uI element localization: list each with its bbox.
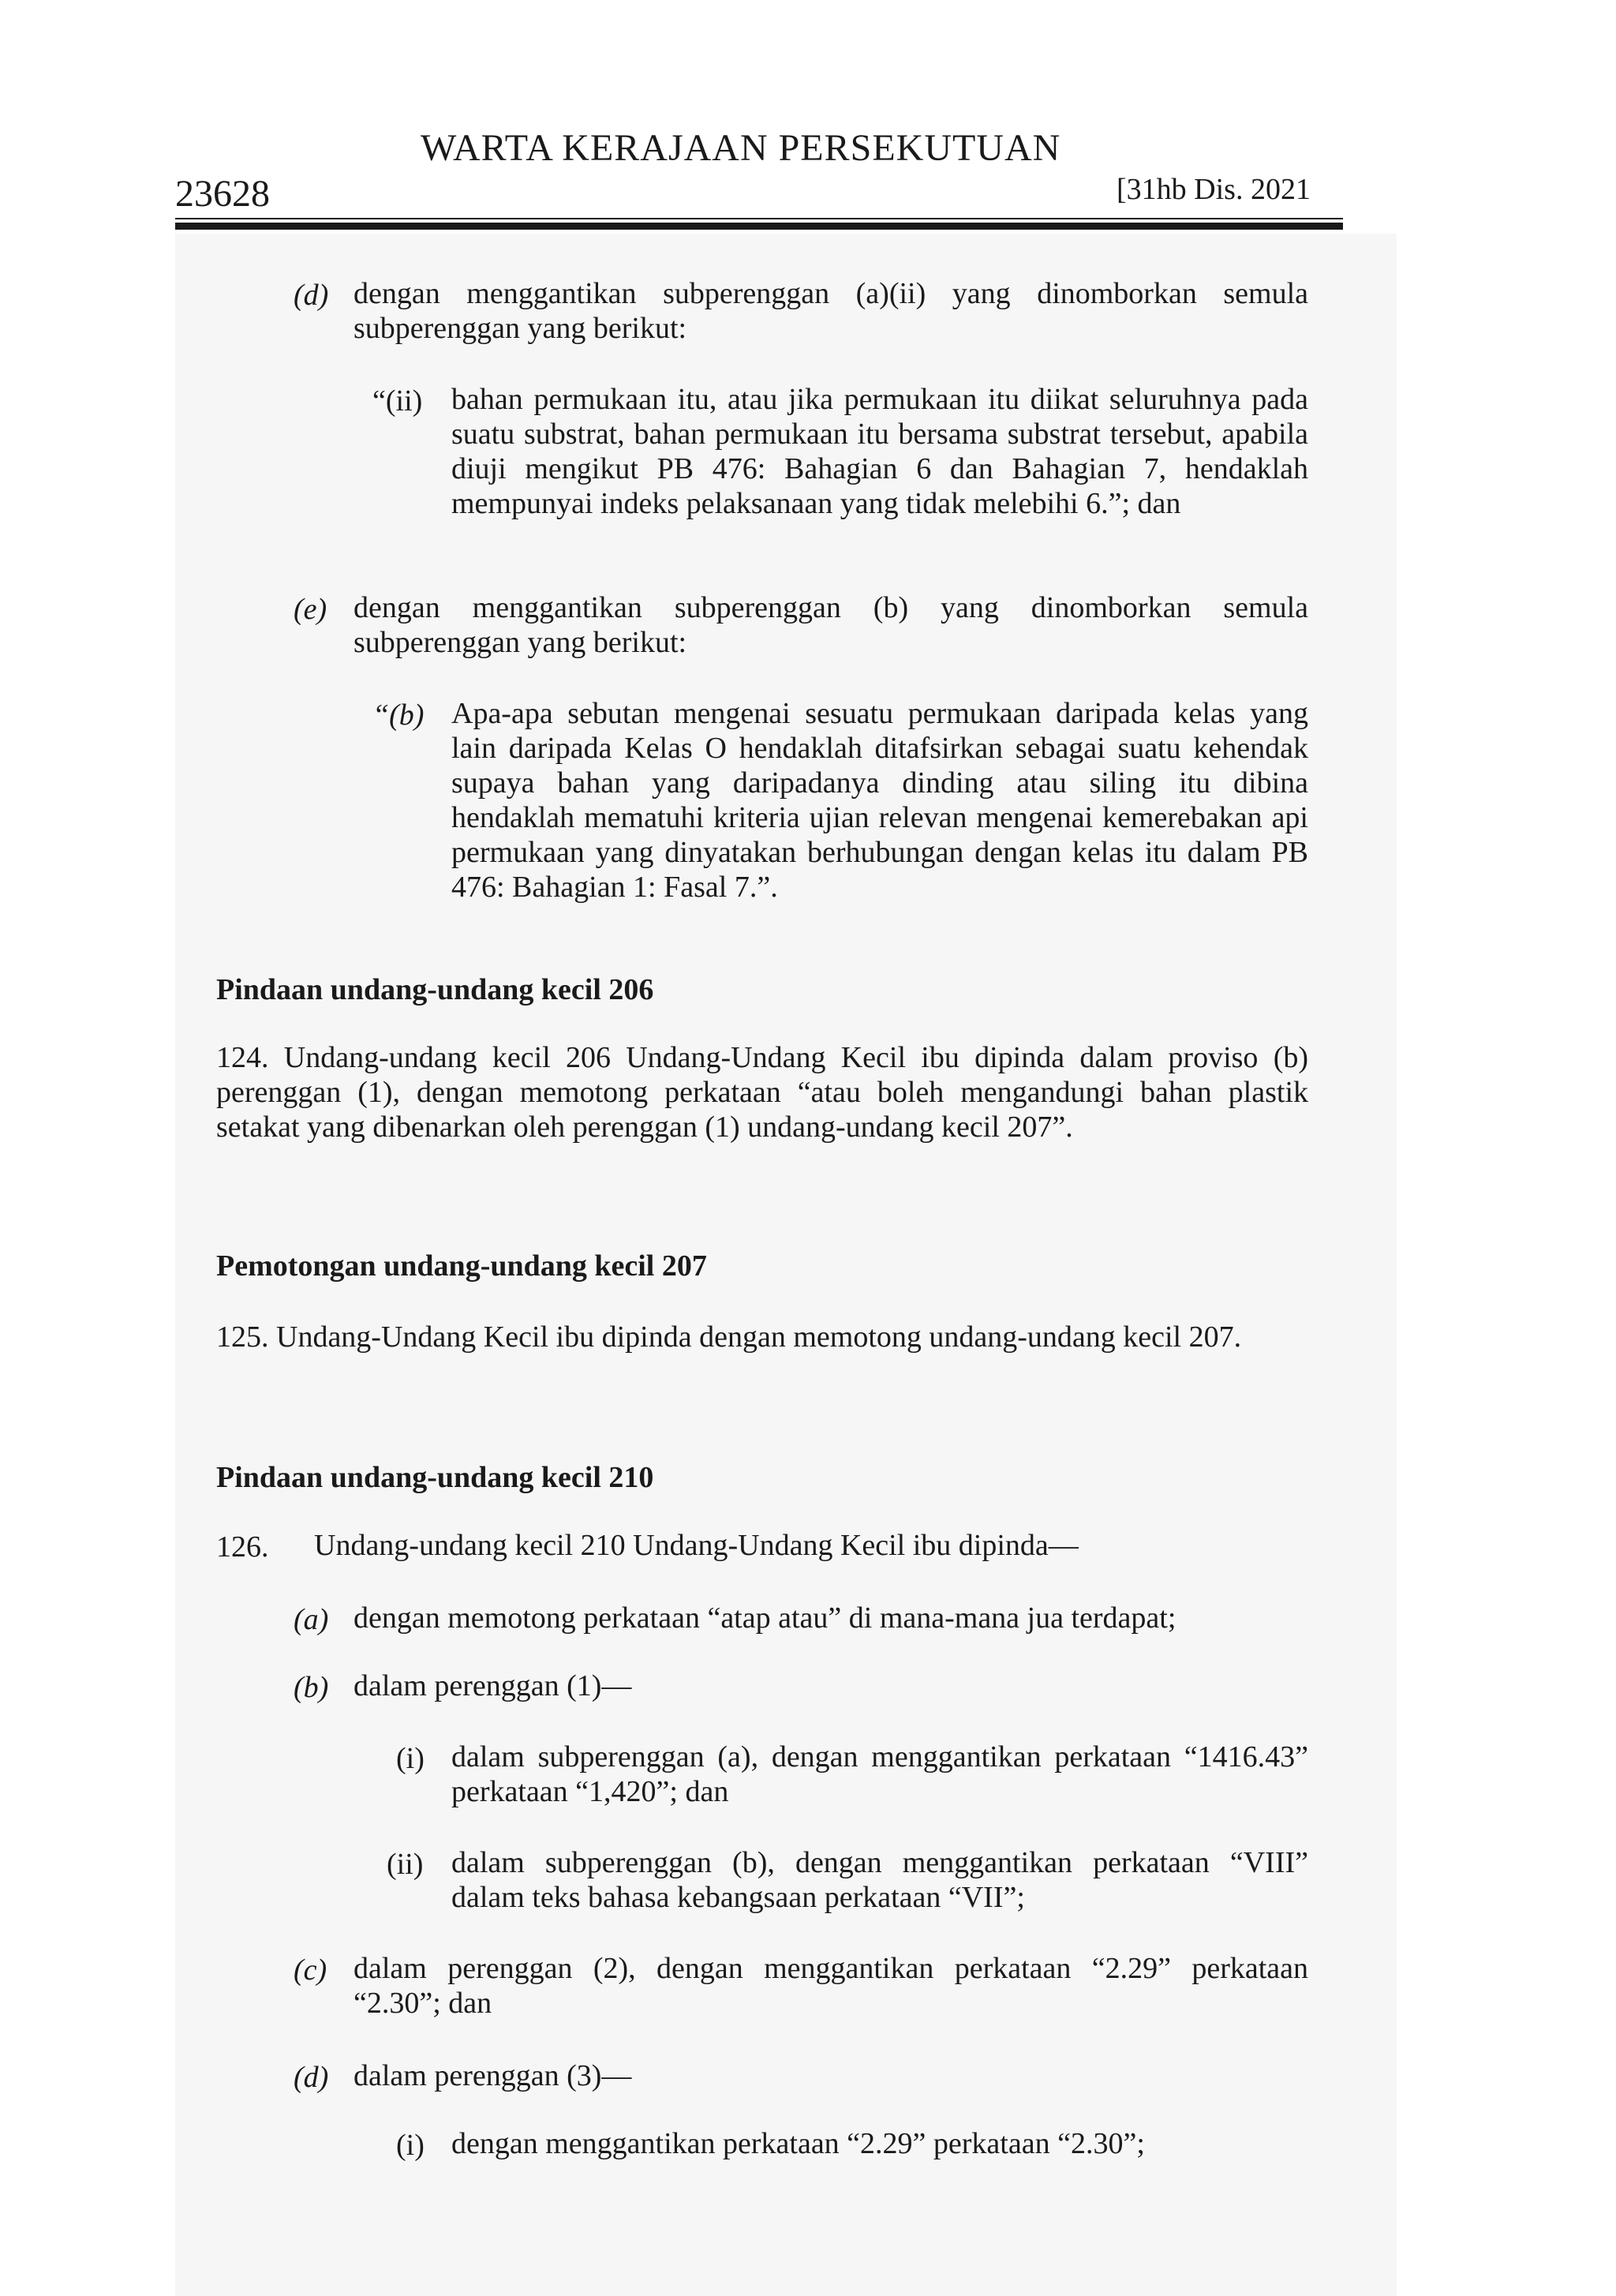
header-rule-thin — [175, 218, 1343, 219]
section-heading-210: Pindaan undang-undang kecil 210 — [216, 1461, 654, 1494]
paragraph-125: 125. Undang-Undang Kecil ibu dipinda dengan memotong undang-undang kecil 207. — [216, 1320, 1242, 1354]
subitem-label-ii-2: (ii) — [387, 1848, 424, 1881]
subitem-text-i-2: dengan menggantikan perkataan “2.29” perkataan “2.30”; — [451, 2127, 1145, 2160]
paragraph-126: Undang-undang kecil 210 Undang-Undang Kecil ibu dipinda— — [314, 1529, 1079, 1562]
item-text-e: dengan menggantikan subperenggan (b) yang dinomborkan semula subperenggan yang berikut: — [354, 591, 1308, 659]
paragraph-number-126: 126. — [216, 1530, 269, 1564]
item-label-e: (e) — [294, 593, 327, 626]
subitem-text-i: dalam subperenggan (a), dengan menggantikan perkataan “1416.43” perkataan “1,420”; dan — [451, 1740, 1308, 1808]
item-text-d-2: dalam perenggan (3)— — [354, 2059, 632, 2092]
subitem-label-i: (i) — [396, 1742, 425, 1775]
section-heading-207: Pemotongan undang-undang kecil 207 — [216, 1249, 707, 1283]
subitem-text-ii-2: dalam subperenggan (b), dengan menggantikan perkataan “VIII” dalam teks bahasa kebangsaan perkataan “VII”; — [451, 1846, 1308, 1914]
subitem-text-b: Apa-apa sebutan mengenai sesuatu permukaan daripada kelas yang lain daripada Kelas O hendaklah ditafsirkan sebagai suatu kehendak supaya bahan yang daripadanya dinding atau siling itu dibina hendaklah mematuhi kriteria ujian relevan mengenai kemerebakan api permukaan yang dinyatakan berhubungan dengan kelas itu dalam PB 476: Bahagian 1: Fasal 7.”. — [451, 697, 1308, 904]
item-label-c: (c) — [294, 1953, 327, 1987]
item-label-b: (b) — [294, 1671, 329, 1704]
section-heading-206: Pindaan undang-undang kecil 206 — [216, 973, 654, 1006]
item-label-d-2: (d) — [294, 2061, 329, 2094]
item-text-d: dengan menggantikan subperenggan (a)(ii) yang dinomborkan semula subperenggan yang berikut: — [354, 277, 1308, 345]
item-label-a: (a) — [294, 1603, 329, 1636]
issue-date: [31hb Dis. 2021 — [1117, 173, 1311, 206]
item-text-c: dalam perenggan (2), dengan menggantikan perkataan “2.29” perkataan “2.30”; dan — [354, 1952, 1308, 2020]
item-label-d: (d) — [294, 279, 329, 312]
paragraph-124: 124. Undang-undang kecil 206 Undang-Undang Kecil ibu dipinda dalam proviso (b) perenggan (1), dengan memotong perkataan “atau boleh mengandungi bahan plastik setakat yang dibenarkan oleh perenggan (1) undang-undang kecil 207”. — [216, 1041, 1308, 1144]
subitem-text-ii: bahan permukaan itu, atau jika permukaan itu diikat seluruhnya pada suatu substrat, bahan permukaan itu bersama substrat tersebut, apabila diuji mengikut PB 476: Bahagian 6 dan Bahagian 7, hendaklah mempunyai indeks pelaksanaan yang tidak melebihi 6.”; dan — [451, 383, 1308, 520]
page-number: 23628 — [175, 173, 270, 215]
subitem-label-b: “(b) — [372, 699, 425, 732]
gazette-title: WARTA KERAJAAN PERSEKUTUAN — [421, 127, 1061, 169]
subitem-label-ii: “(ii) — [372, 384, 423, 418]
header-rule-thick — [175, 223, 1343, 230]
item-text-a: dengan memotong perkataan “atap atau” di mana-mana jua terdapat; — [354, 1601, 1176, 1635]
item-text-b: dalam perenggan (1)— — [354, 1669, 632, 1702]
subitem-label-i-2: (i) — [396, 2129, 425, 2162]
